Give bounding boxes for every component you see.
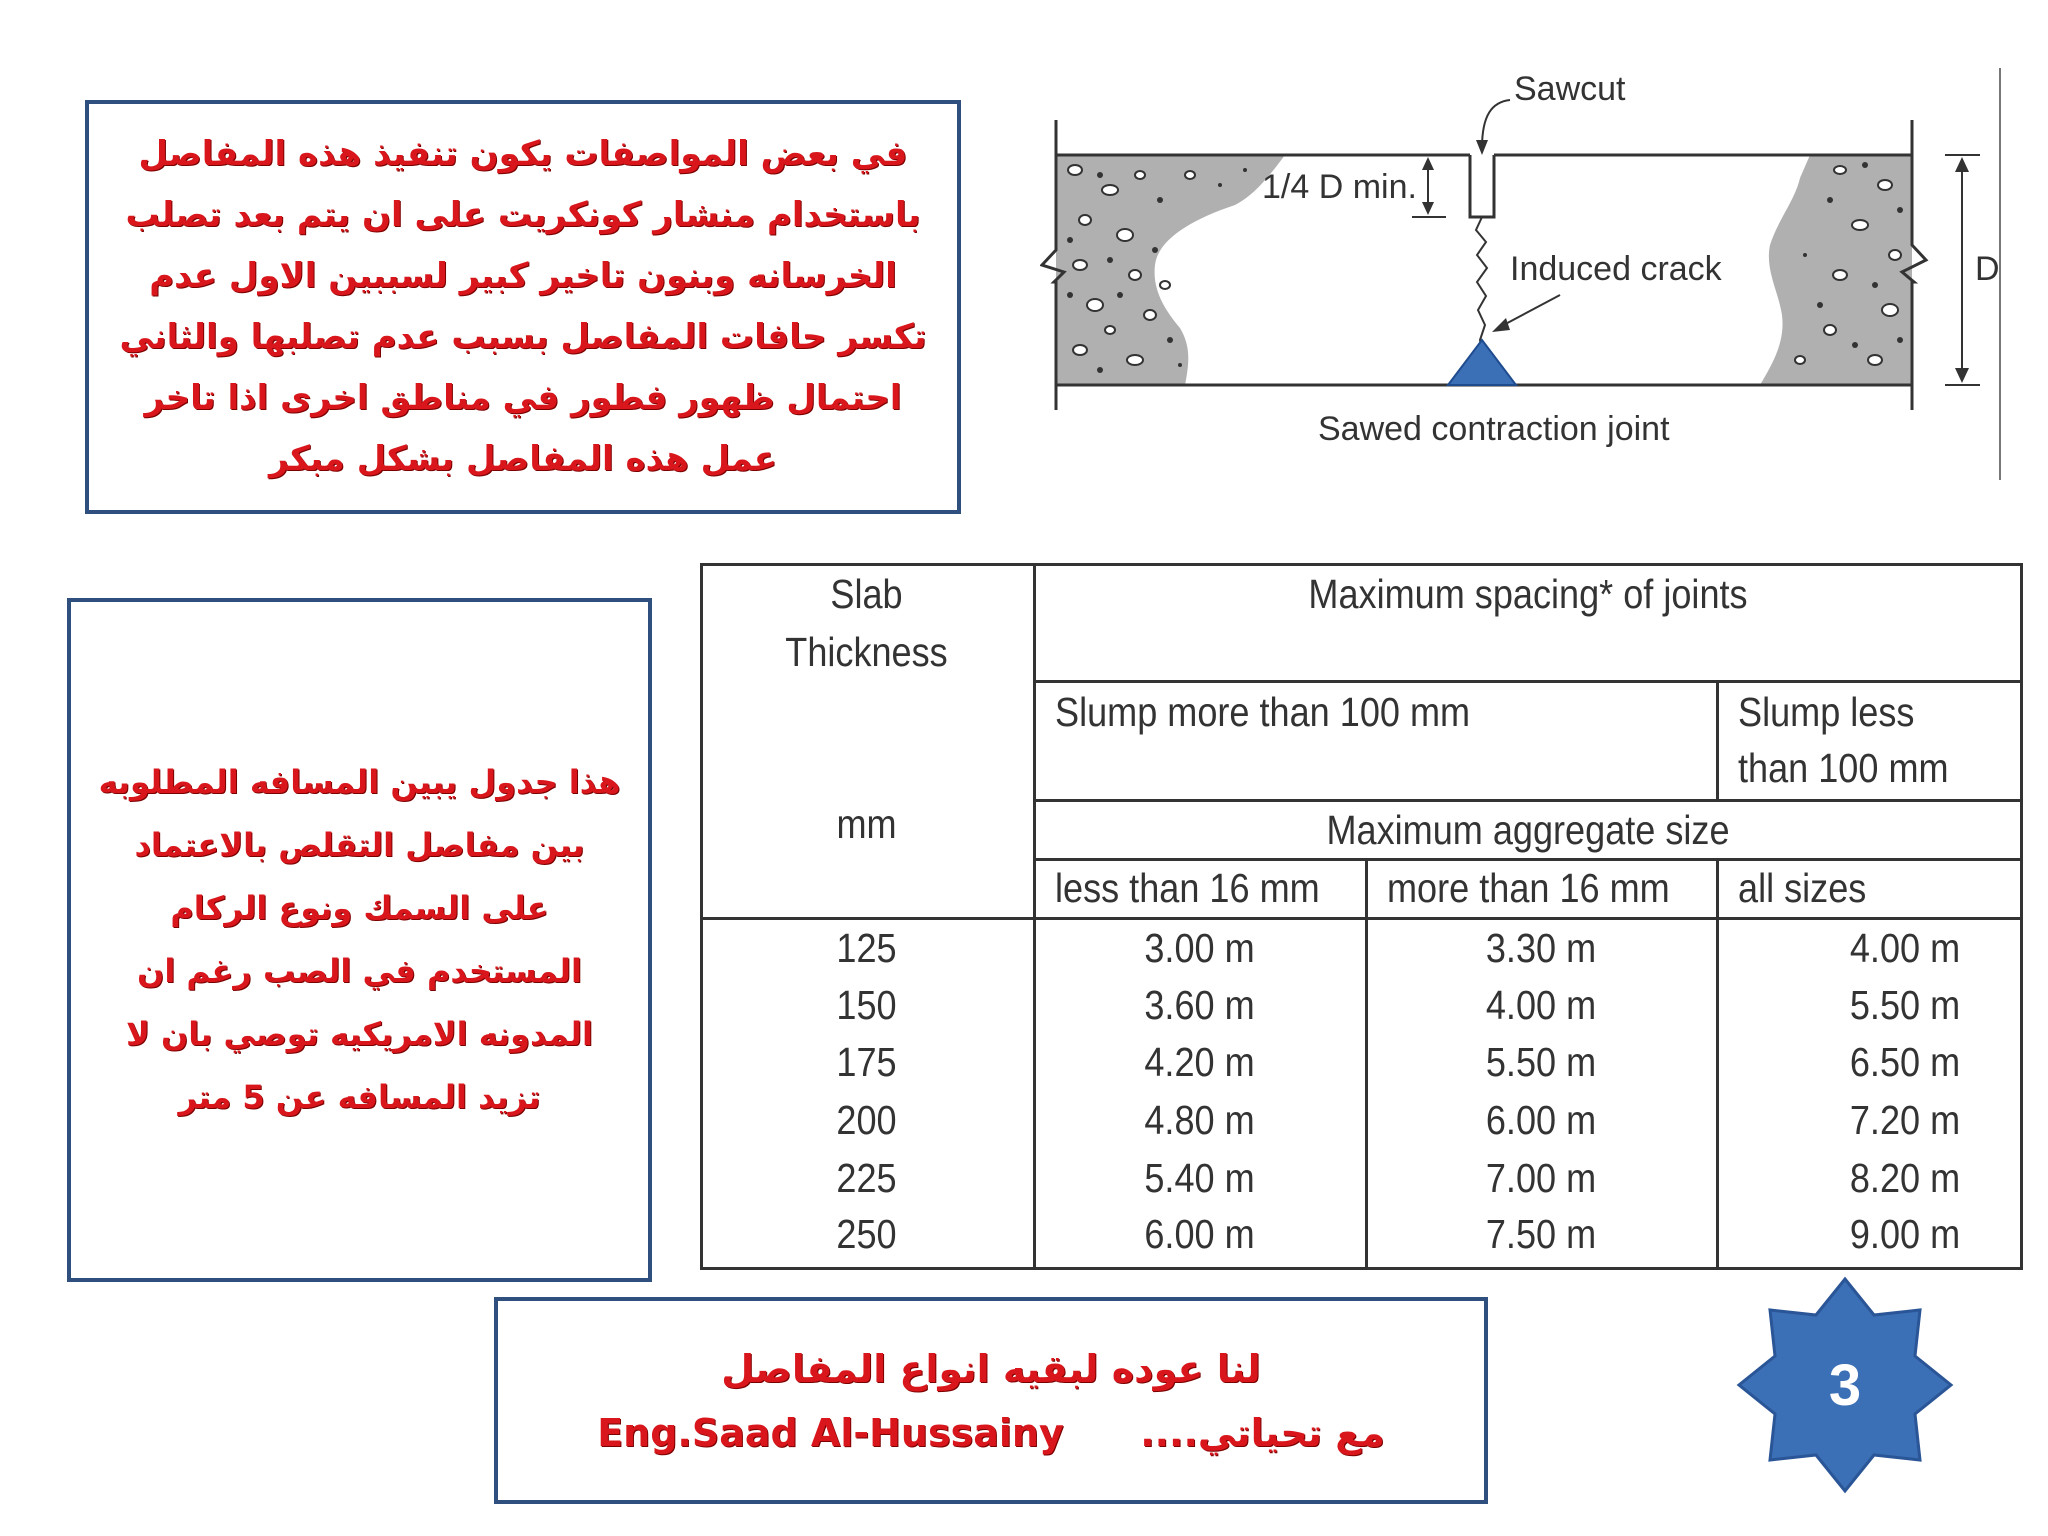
depth-arrowhead-bottom bbox=[1422, 202, 1434, 215]
concrete-left bbox=[1056, 155, 1285, 385]
joint-triangle bbox=[1448, 340, 1516, 385]
joint-spacing-table bbox=[700, 563, 2023, 1269]
top-note-line: احتمال ظهور فطور في مناطق اخرى اذا تاخر bbox=[144, 378, 902, 418]
induced-crack bbox=[1476, 217, 1487, 360]
cell-less16: 4.20 m bbox=[1144, 1039, 1255, 1085]
page-number: 3 bbox=[1828, 1352, 1862, 1418]
table-col-divider bbox=[1716, 680, 1719, 800]
top-note-box bbox=[85, 100, 961, 514]
table-row-divider bbox=[1033, 680, 2023, 683]
joint-label: Sawed contraction joint bbox=[1318, 410, 1670, 448]
header-aggregate: Maximum aggregate size bbox=[1326, 807, 1730, 853]
left-note-line: تزيد المسافه عن 5 متر bbox=[178, 1078, 541, 1116]
sub-header-more16: more than 16 mm bbox=[1387, 865, 1670, 911]
top-note-line: باستخدام منشار كونكريت على ان يتم بعد تصلب bbox=[125, 195, 921, 235]
top-note-line: الخرسانه وبنون تاخير كبير لسببين الاول عدم bbox=[149, 256, 897, 296]
joint-diagram bbox=[1040, 60, 2040, 490]
table-col-divider bbox=[1716, 858, 1719, 1269]
left-note-line: المدونه الامريكيه توصي بان لا bbox=[126, 1015, 593, 1053]
header-thickness: Thickness bbox=[785, 629, 948, 675]
thickness-label: D bbox=[1975, 250, 2000, 288]
cell-more16: 7.00 m bbox=[1485, 1155, 1597, 1201]
cell-thickness: 225 bbox=[836, 1155, 897, 1201]
left-note-line: هذا جدول يبين المسافه المطلوبه bbox=[98, 763, 621, 801]
header-slump-less-1: Slump less bbox=[1738, 689, 1915, 735]
table-border-bottom bbox=[700, 1267, 2023, 1270]
top-note-line: في بعض المواصفات يكون تنفيذ هذه المفاصل bbox=[138, 134, 908, 174]
sawcut-arrowhead bbox=[1476, 140, 1488, 155]
cell-all: 8.20 m bbox=[1849, 1155, 1961, 1201]
cell-all: 6.50 m bbox=[1849, 1039, 1961, 1085]
signature: Eng.Saad Al-Hussainy bbox=[597, 1410, 1064, 1455]
bottom-note-box bbox=[494, 1297, 1488, 1504]
cell-thickness: 175 bbox=[836, 1039, 897, 1085]
cell-more16: 5.50 m bbox=[1485, 1039, 1597, 1085]
sub-header-less16: less than 16 mm bbox=[1055, 865, 1320, 911]
top-note-line: عمل هذه المفاصل بشكل مبكر bbox=[269, 439, 777, 479]
greeting: مع تحياتي.... bbox=[1140, 1410, 1385, 1455]
cell-all: 5.50 m bbox=[1849, 982, 1961, 1028]
table-border-right bbox=[2020, 563, 2023, 1269]
cell-more16: 7.50 m bbox=[1485, 1211, 1597, 1257]
top-note-line: تكسر حافات المفاصل بسبب عدم تصلبها والثاني bbox=[119, 317, 927, 357]
table-col-divider bbox=[1365, 858, 1368, 1269]
table-col-divider bbox=[1033, 563, 1036, 1269]
cell-less16: 3.60 m bbox=[1144, 982, 1255, 1028]
signature-line bbox=[597, 1401, 1385, 1465]
depth-label: 1/4 D min. bbox=[1262, 168, 1417, 206]
table-row-divider bbox=[1033, 858, 2023, 861]
depth-arrowhead-top bbox=[1422, 157, 1434, 170]
cell-all: 4.00 m bbox=[1849, 925, 1961, 971]
cell-more16: 3.30 m bbox=[1485, 925, 1597, 971]
thickness-arrowhead-bottom bbox=[1955, 368, 1969, 383]
table-border-top bbox=[700, 563, 2023, 566]
page-number-badge bbox=[1735, 1275, 1955, 1495]
cell-less16: 4.80 m bbox=[1144, 1097, 1255, 1143]
cell-all: 9.00 m bbox=[1849, 1211, 1961, 1257]
cell-thickness: 125 bbox=[836, 925, 897, 971]
cell-less16: 3.00 m bbox=[1144, 925, 1255, 971]
cell-thickness: 250 bbox=[836, 1211, 897, 1257]
table-header-divider bbox=[700, 917, 2023, 920]
sawcut-label: Sawcut bbox=[1514, 70, 1626, 108]
left-note-line: على السمك ونوع الركام bbox=[170, 889, 549, 927]
cell-more16: 4.00 m bbox=[1485, 982, 1597, 1028]
cell-less16: 5.40 m bbox=[1144, 1155, 1255, 1201]
cell-more16: 6.00 m bbox=[1485, 1097, 1597, 1143]
sub-header-all: all sizes bbox=[1738, 865, 1867, 911]
header-slump-more: Slump more than 100 mm bbox=[1055, 689, 1471, 735]
left-note-box bbox=[67, 598, 652, 1282]
crack-arrowhead bbox=[1492, 318, 1510, 332]
header-slab: Slab bbox=[830, 571, 903, 617]
cell-thickness: 200 bbox=[836, 1097, 897, 1143]
cell-less16: 6.00 m bbox=[1144, 1211, 1255, 1257]
table-row-divider bbox=[1033, 799, 2023, 802]
left-note-line: بين مفاصل التقلص بالاعتماد bbox=[134, 826, 585, 864]
thickness-arrowhead-top bbox=[1955, 157, 1969, 172]
left-note-line: المستخدم في الصب رغم ان bbox=[137, 952, 582, 990]
cell-all: 7.20 m bbox=[1849, 1097, 1961, 1143]
table-border-left bbox=[700, 563, 703, 1269]
cell-thickness: 150 bbox=[836, 982, 897, 1028]
crack-label: Induced crack bbox=[1510, 250, 1722, 288]
header-spacing: Maximum spacing* of joints bbox=[1308, 571, 1748, 617]
header-slump-less-2: than 100 mm bbox=[1738, 745, 1949, 791]
bottom-note-line: لنا عوده لبقيه انواع المفاصل bbox=[721, 1346, 1261, 1391]
header-unit: mm bbox=[836, 801, 897, 847]
